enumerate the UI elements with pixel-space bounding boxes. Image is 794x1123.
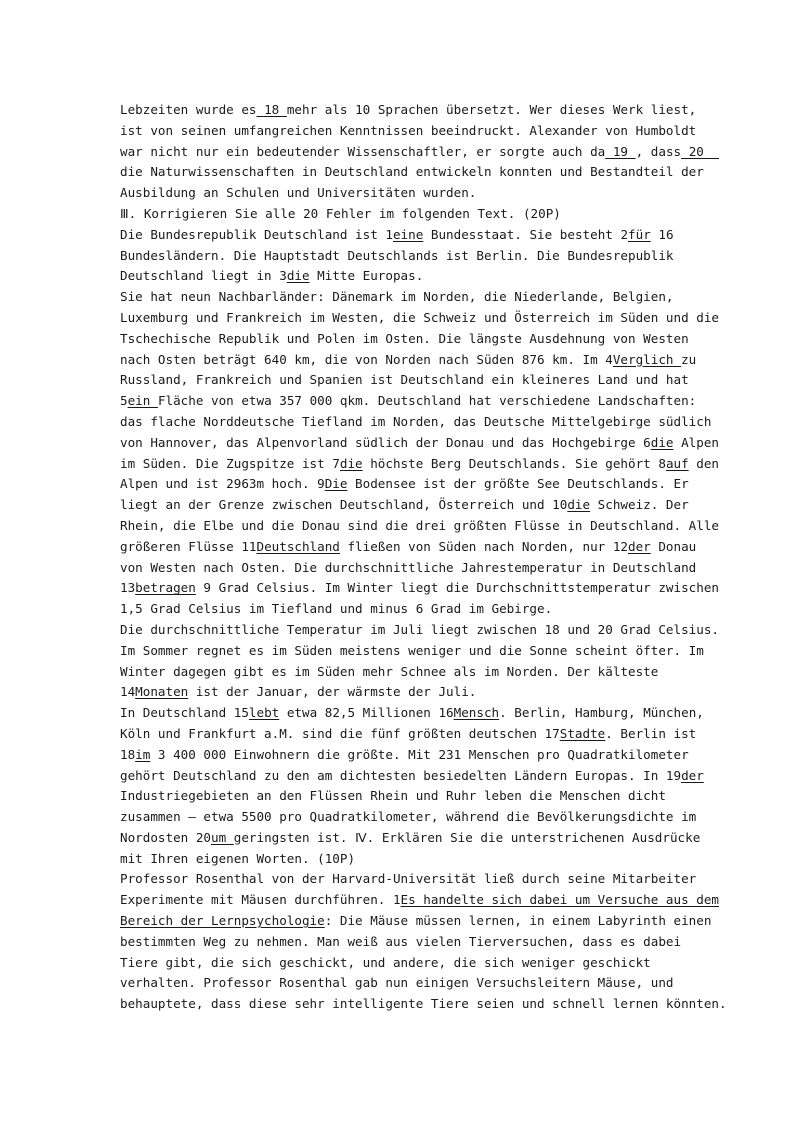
text-line	[120, 287, 680, 308]
text-line	[120, 869, 697, 890]
underlined-text: Monaten	[135, 684, 189, 700]
text-segment: Luxemburg und Frankreich im Westen, die Schweiz und Österreich im Süden und die	[120, 309, 719, 325]
text-segment: Russland, Frankreich und Spanien ist Deutschland ein kleineres Land und hat	[120, 372, 689, 388]
text-line	[120, 474, 689, 495]
underlined-text: die	[339, 455, 363, 471]
paragraph	[120, 287, 720, 620]
text-line	[120, 558, 697, 579]
paragraph	[120, 703, 704, 869]
underlined-text: auf	[665, 455, 689, 471]
text-line	[120, 183, 680, 204]
text-line	[120, 890, 719, 911]
text-segment: Mitte Europas.	[309, 268, 424, 284]
text-line	[120, 121, 697, 142]
text-line	[120, 350, 697, 371]
text-segment: 16	[650, 226, 674, 242]
text-segment: behauptete, dass diese sehr intelligente Tiere seien und schnell lernen könnten.	[120, 996, 727, 1012]
underlined-text: 18	[256, 102, 287, 117]
text-segment: Nordosten 20	[120, 829, 211, 845]
underlined-text: der	[628, 538, 651, 554]
underlined-text: Bereich der Lernpsychologie	[120, 913, 325, 929]
underlined-text: 20	[681, 143, 720, 159]
text-line	[120, 204, 680, 225]
underlined-text: eine	[392, 226, 424, 242]
text-segment: liegt an der Grenze zwischen Deutschland, Österreich und 10	[120, 497, 568, 513]
underlined-text: der	[681, 767, 704, 783]
text-segment: zusammen – etwa 5500 pro Quadratkilometer, während die Bevölkerungsdichte im	[120, 809, 697, 825]
text-segment: von Westen nach Osten. Die durchschnittliche Jahrestemperatur in Deutschland	[120, 559, 697, 575]
text-line	[120, 537, 697, 558]
text-segment: Die Bundesrepublik Deutschland ist 1	[120, 226, 393, 242]
text-segment: Ⅲ. Korrigieren Sie alle 20 Fehler im folgenden Text. (20P)	[120, 205, 561, 221]
text-segment: Fläche von etwa 357 000 qkm. Deutschland hat verschiedene Landschaften:	[157, 393, 697, 409]
text-line	[120, 225, 680, 246]
text-segment: . Berlin ist	[605, 725, 697, 741]
text-segment: Deutschland liegt in 3	[120, 268, 287, 284]
underlined-text: lebt	[248, 705, 280, 721]
underlined-text: die	[650, 434, 674, 450]
text-segment: im Süden. Die Zugspitze ist 7	[120, 455, 340, 471]
text-line	[120, 932, 680, 953]
text-segment: Industriegebieten an den Flüssen Rhein und Ruhr leben die Menschen dicht	[120, 788, 666, 804]
text-line	[120, 682, 680, 703]
text-line	[120, 246, 680, 267]
text-segment: gehört Deutschland zu den am dichtesten besiedelten Ländern Europas. In 19	[120, 767, 682, 783]
text-segment: Winter dagegen gibt es im Süden mehr Schnee als im Norden. Der kälteste	[120, 663, 659, 679]
text-line	[120, 828, 701, 849]
text-segment: Bodensee ist der größte See Deutschlands. Er	[347, 476, 689, 492]
text-segment: Im Sommer regnet es im Süden meistens weniger und die Sonne scheint öfter. Im	[120, 642, 704, 658]
text-segment: : Die Mäuse müssen lernen, in einem Labyrinth einen	[324, 913, 712, 929]
text-segment: Bundesstaat. Sie besteht 2	[423, 226, 629, 242]
text-line	[120, 620, 719, 641]
text-line	[120, 953, 680, 974]
text-line	[120, 391, 697, 412]
text-line	[120, 100, 697, 121]
text-line	[120, 308, 719, 329]
text-line	[120, 807, 697, 828]
text-line	[120, 370, 689, 391]
paragraph	[120, 225, 680, 287]
text-line	[120, 911, 712, 932]
text-segment: 18	[120, 746, 136, 762]
text-line	[120, 516, 719, 537]
text-segment: ist der Januar, der wärmste der Juli.	[188, 684, 477, 700]
text-line	[120, 599, 680, 620]
text-segment: das flache Norddeutsche Tiefland im Norden, das Deutsche Mittelgebirge südlich	[120, 413, 712, 429]
underlined-text: die	[567, 497, 591, 513]
text-segment: mehr als 10 Sprachen übersetzt. Wer dieses Werk liest,	[286, 102, 697, 117]
text-segment: Professor Rosenthal von der Harvard-Universität ließ durch seine Mitarbeiter	[120, 871, 697, 887]
underlined-text: Deutschland	[256, 538, 340, 554]
text-segment: geringsten ist. Ⅳ. Erklären Sie die unterstrichenen Ausdrücke	[233, 829, 701, 845]
text-segment: . Berlin, Hamburg, München,	[499, 705, 704, 721]
document-page	[120, 100, 727, 1015]
text-line	[120, 641, 704, 662]
text-segment: 13	[120, 580, 136, 596]
text-segment: Ausbildung an Schulen und Universitäten wurden.	[120, 185, 477, 201]
underlined-text: ein	[127, 393, 158, 409]
text-line	[120, 412, 712, 433]
text-segment: Donau	[650, 538, 697, 554]
text-line	[120, 578, 720, 599]
text-segment: 14	[120, 684, 136, 700]
text-line	[120, 849, 680, 870]
text-segment: Experimente mit Mäusen durchführen. 1	[120, 892, 401, 908]
text-segment: Alpen	[673, 434, 719, 450]
text-line	[120, 745, 689, 766]
text-line	[120, 994, 727, 1015]
text-segment: 5	[120, 393, 128, 409]
text-segment: , dass	[635, 143, 682, 159]
paragraph	[120, 204, 680, 225]
underlined-text: betragen	[135, 580, 196, 596]
text-segment: fließen von Süden nach Norden, nur 12	[339, 538, 629, 554]
text-segment: Bundesländern. Die Hauptstadt Deutschlands ist Berlin. Die Bundesrepublik	[120, 247, 674, 263]
text-line	[120, 433, 719, 454]
text-line	[120, 766, 704, 787]
text-segment: verhalten. Professor Rosenthal gab nun einigen Versuchsleitern Mäuse, und	[120, 975, 674, 991]
paragraph	[120, 100, 720, 204]
text-segment: bestimmten Weg zu nehmen. Man weiß aus vielen Tierversuchen, dass es dabei	[120, 933, 682, 949]
text-line	[120, 495, 689, 516]
underlined-text: Verglich	[612, 351, 682, 367]
text-line	[120, 454, 720, 475]
text-segment: etwa 82,5 Millionen 16	[279, 705, 454, 721]
text-segment: Tschechische Republik und Polen im Osten. Die längste Ausdehnung von Westen	[120, 330, 689, 346]
text-segment: Tiere gibt, die sich geschickt, und andere, die sich weniger geschickt	[120, 954, 651, 970]
underlined-text: die	[286, 268, 310, 284]
text-segment: Sie hat neun Nachbarländer: Dänemark im Norden, die Niederlande, Belgien,	[120, 289, 674, 305]
text-line	[120, 724, 697, 745]
text-segment: höchste Berg Deutschlands. Sie gehört 8	[362, 455, 666, 471]
underlined-text: 19	[605, 143, 636, 159]
text-segment: zu	[681, 351, 697, 367]
text-segment: war nicht nur ein bedeutender Wissenschaftler, er sorgte auch da	[120, 143, 606, 159]
text-line	[120, 142, 720, 163]
text-segment: Lebzeiten wurde es	[120, 102, 257, 117]
text-segment: Schweiz. Der	[590, 497, 689, 513]
text-segment: größeren Flüsse 11	[120, 538, 257, 554]
paragraph	[120, 869, 727, 1015]
text-line	[120, 662, 680, 683]
paragraph	[120, 620, 719, 703]
text-segment: die Naturwissenschaften in Deutschland entwickeln konnten und Bestandteil der	[120, 164, 704, 180]
text-segment: mit Ihren eigenen Worten. (10P)	[120, 850, 356, 866]
text-segment: 9 Grad Celsius. Im Winter liegt die Durchschnittstemperatur zwischen	[195, 580, 720, 596]
underlined-text: für	[628, 226, 651, 242]
underlined-text: Es handelte sich dabei um Versuche aus dem	[400, 892, 719, 908]
underlined-text: Die	[324, 476, 348, 492]
text-segment: nach Osten beträgt 640 km, die von Norden nach Süden 876 km. Im 4	[120, 351, 613, 367]
text-segment: 1,5 Grad Celsius im Tiefland und minus 6 Grad im Gebirge.	[120, 601, 553, 617]
text-segment: Köln und Frankfurt a.M. sind die fünf größten deutschen 17	[120, 725, 560, 741]
text-line	[120, 266, 680, 287]
text-line	[120, 162, 704, 183]
text-segment: Alpen und ist 2963m hoch. 9	[120, 476, 325, 492]
text-line	[120, 703, 704, 724]
text-line	[120, 329, 689, 350]
text-segment: 3 400 000 Einwohnern die größte. Mit 231 Menschen pro Quadratkilometer	[150, 746, 689, 762]
text-line	[120, 786, 680, 807]
text-segment: ist von seinen umfangreichen Kenntnissen beeindruckt. Alexander von Humboldt	[120, 122, 697, 138]
underlined-text: Stadte	[559, 725, 606, 741]
text-segment: Rhein, die Elbe und die Donau sind die drei größten Flüsse in Deutschland. Alle	[120, 517, 719, 533]
text-segment: In Deutschland 15	[120, 705, 249, 721]
underlined-text: im	[135, 746, 151, 762]
underlined-text: um	[211, 829, 234, 845]
text-segment: Die durchschnittliche Temperatur im Juli liegt zwischen 18 und 20 Grad Celsius.	[120, 621, 719, 637]
underlined-text: Mensch	[453, 705, 500, 721]
text-segment: von Hannover, das Alpenvorland südlich der Donau und das Hochgebirge 6	[120, 434, 651, 450]
text-line	[120, 973, 680, 994]
text-segment: den	[688, 455, 720, 471]
